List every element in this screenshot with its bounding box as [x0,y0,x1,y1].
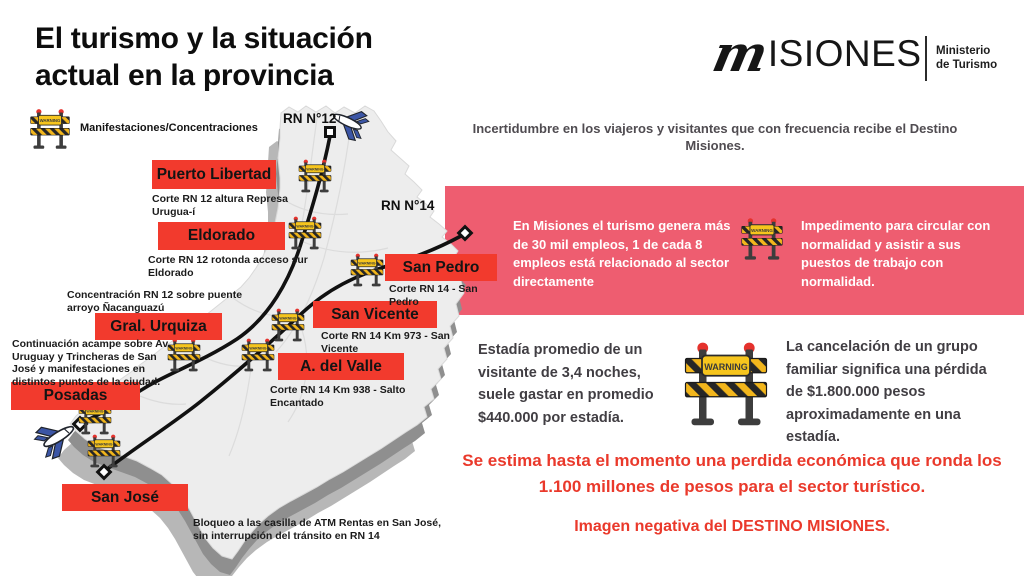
page-title-line2: actual en la provincia [35,59,334,92]
stay-stat-text: Estadía promedio de un visitante de 3,4 noches, suele gastar en promedio $440.000 por estadía. [478,342,654,426]
location-note-puerto-libertad: Corte RN 12 altura Represa Urugua-í [152,193,288,218]
negative-image-text: Imagen negativa del DESTINO MISIONES. [574,518,890,535]
banner-impediment-text: Impedimento para circular con normalidad y asistir a sus puestos de trabajo con normalidad. [801,218,991,289]
location-note-eldorado: Corte RN 12 rotonda acceso sur Eldorado [148,254,308,279]
economic-loss-text: Se estima hasta el momento una perdida económica que ronda los 1.100 millones de pesos para el sector turístico. [462,451,1002,496]
page-title-line1: El turismo y la situación [35,22,373,55]
location-note-san-vicente: Corte RN 14 Km 973 - San Vicente [321,330,450,355]
location-label-a-del-valle: A. del Valle [278,353,404,380]
road-label-rn14: RN N°14 [381,198,435,213]
location-note-san-jose: Bloqueo a las casilla de ATM Rentas en San José, sin interrupción del tránsito en RN 14 [193,517,441,542]
barricade-warning-icon [677,336,775,437]
location-label-eldorado: Eldorado [158,222,285,250]
misiones-logo [707,24,922,83]
location-label-san-pedro: San Pedro [385,254,497,281]
location-note-a-del-valle: Corte RN 14 Km 938 - Salto Encantado [270,384,406,409]
barricade-banner-icon [737,215,787,268]
road-label-rn12: RN N°12 [283,111,337,126]
location-note-san-pedro: Corte RN 14 - San Pedro [389,283,478,308]
location-label-san-jose: San José [62,484,188,511]
barricade-legend-icon [26,106,74,157]
ministry-label [936,44,997,72]
location-note-posadas: Continuación acampe sobre Av. Uruguay y Trincheras de San José y manifestaciones en distintos puntos de la ciudad. [12,338,171,388]
location-label-gral-urquiza: Gral. Urquiza [95,313,222,340]
logo-divider [925,36,927,81]
misiones-logo-wordmark: ISIONES [767,33,922,74]
legend-label: Manifestaciones/Concentraciones [80,122,258,134]
location-label-san-vicente: San Vicente [313,301,437,328]
location-label-posadas: Posadas [11,382,140,410]
ministry-line2: de Turismo [936,59,998,71]
intro-text: Incertidumbre en los viajeros y visitantes que con frecuencia recibe el Destino Misiones. [472,121,958,153]
rn12-start-marker [326,128,335,137]
misiones-logo-script-m: m [707,24,774,83]
location-label-puerto-libertad: Puerto Libertad [152,160,276,189]
location-note-gral-urquiza: Concentración RN 12 sobre puente arroyo Ñacanguazú [67,289,243,314]
page-title [35,20,373,94]
banner-employment-text: En Misiones el turismo genera más de 30 mil empleos, 1 de cada 8 empleos está relacionado al sector directamente [513,218,731,289]
ministry-line1: Ministerio [936,45,991,57]
cancellation-stat-text: La cancelación de un grupo familiar significa una pérdida de $1.800.000 pesos aproximadamente en una estadía. [786,339,987,445]
